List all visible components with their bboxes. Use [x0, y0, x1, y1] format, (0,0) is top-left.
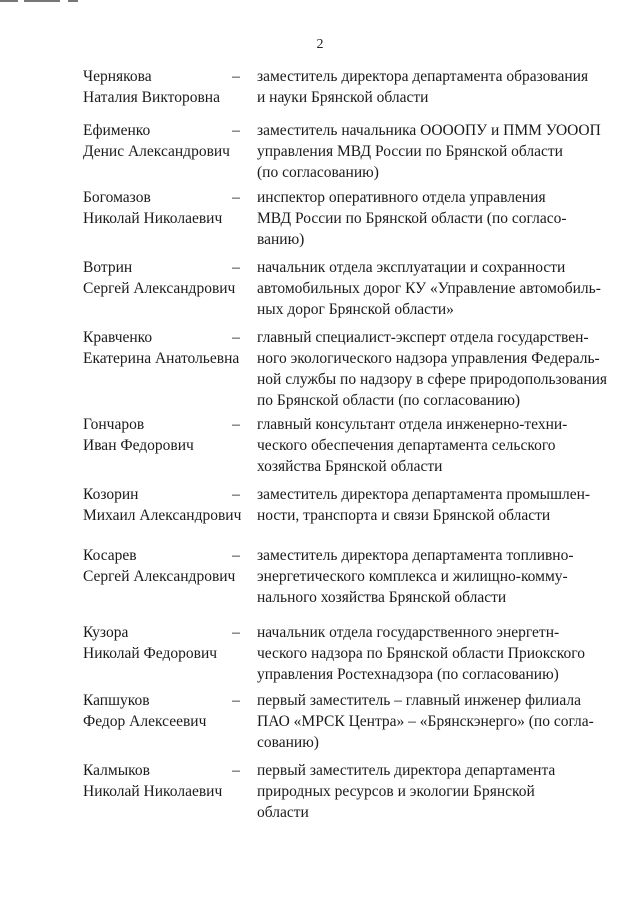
position-line: управления МВД России по Брянской области [257, 143, 563, 160]
member-given-names: Иван Федорович [83, 437, 194, 454]
position-line: автомобильных дорог КУ «Управление автомобиль- [257, 280, 601, 297]
separator-dash: – [232, 329, 240, 346]
member-position [257, 414, 607, 477]
member-surname: Капшуков [83, 692, 150, 709]
member-position [257, 622, 607, 685]
member-position [257, 690, 607, 753]
position-line: ных дорог Брянской области» [257, 301, 454, 318]
member-name [83, 760, 243, 802]
member-given-names: Николай Федорович [83, 645, 218, 662]
position-line: энергетического комплекса и жилищно-комму- [257, 568, 568, 585]
member-position [257, 66, 607, 108]
member-surname: Вотрин [83, 259, 133, 276]
member-name [83, 327, 243, 369]
position-line: МВД России по Брянской области (по согласо- [257, 210, 567, 227]
separator-dash: – [232, 547, 240, 564]
member-name [83, 414, 243, 456]
position-line: начальник отдела эксплуатации и сохранности [257, 259, 566, 276]
separator-dash: – [232, 762, 240, 779]
position-line: первый заместитель – главный инженер филиала [257, 692, 581, 709]
separator-dash: – [232, 624, 240, 641]
position-line: главный специалист-эксперт отдела государствен- [257, 329, 589, 346]
member-name [83, 257, 243, 299]
position-line: заместитель директора департамента образования [257, 68, 589, 85]
position-line: ного экологического надзора управления Федераль- [257, 350, 600, 367]
member-name [83, 66, 243, 108]
scan-edge-mark [0, 0, 90, 6]
member-position [257, 760, 607, 823]
member-position [257, 257, 607, 320]
member-given-names: Федор Алексеевич [83, 713, 207, 730]
member-given-names: Екатерина Анатольевна [83, 350, 240, 367]
position-line: сованию) [257, 734, 319, 751]
separator-dash: – [232, 259, 240, 276]
member-name [83, 187, 243, 229]
member-given-names: Наталия Викторовна [83, 89, 220, 106]
member-given-names: Сергей Александрович [83, 568, 236, 585]
position-line: и науки Брянской области [257, 89, 429, 106]
member-position [257, 120, 607, 183]
member-surname: Гончаров [83, 416, 145, 433]
separator-dash: – [232, 122, 240, 139]
position-line: заместитель директора департамента топливно- [257, 547, 574, 564]
position-line: главный консультант отдела инженерно-техни- [257, 416, 568, 433]
position-line: ванию) [257, 231, 305, 248]
member-surname: Козорин [83, 486, 139, 503]
position-line: ческого обеспечения департамента сельского [257, 437, 556, 454]
member-surname: Ефименко [83, 122, 151, 139]
member-given-names: Сергей Александрович [83, 280, 236, 297]
position-line: управления Ростехнадзора (по согласованию) [257, 666, 559, 683]
member-surname: Чернякова [83, 68, 152, 85]
position-line: нального хозяйства Брянской области [257, 589, 507, 606]
position-line: ПАО «МРСК Центра» – «Брянскэнерго» (по согла- [257, 713, 594, 730]
separator-dash: – [232, 486, 240, 503]
member-surname: Кузора [83, 624, 129, 641]
position-line: природных ресурсов и экологии Брянской [257, 783, 535, 800]
page-number: 2 [316, 37, 324, 52]
position-line: области [257, 804, 309, 821]
member-surname: Богомазов [83, 189, 151, 206]
separator-dash: – [232, 692, 240, 709]
member-surname: Калмыков [83, 762, 150, 779]
member-given-names: Денис Александрович [83, 143, 230, 160]
member-position [257, 545, 607, 608]
position-line: ческого надзора по Брянской области Приокского [257, 645, 586, 662]
member-name [83, 120, 243, 162]
member-position [257, 327, 607, 411]
member-name [83, 622, 243, 664]
position-line: ной службы по надзору в сфере природопользования [257, 371, 608, 388]
position-line: (по согласованию) [257, 164, 379, 181]
member-position [257, 187, 607, 250]
position-line: начальник отдела государственного энергетн- [257, 624, 560, 641]
member-given-names: Николай Николаевич [83, 210, 223, 227]
member-name [83, 690, 243, 732]
separator-dash: – [232, 189, 240, 206]
member-given-names: Николай Николаевич [83, 783, 223, 800]
separator-dash: – [232, 68, 240, 85]
position-line: по Брянской области (по согласованию) [257, 392, 521, 409]
position-line: заместитель начальника ОООOПУ и ПММ УОООП [257, 122, 601, 139]
member-name [83, 545, 243, 587]
position-line: инспектор оперативного отдела управления [257, 189, 546, 206]
member-position [257, 484, 607, 526]
position-line: первый заместитель директора департамента [257, 762, 556, 779]
member-surname: Косарев [83, 547, 137, 564]
position-line: хозяйства Брянской области [257, 458, 443, 475]
member-given-names: Михаил Александрович [83, 507, 242, 524]
position-line: ности, транспорта и связи Брянской области [257, 507, 551, 524]
position-line: заместитель директора департамента промышлен- [257, 486, 591, 503]
member-surname: Кравченко [83, 329, 153, 346]
separator-dash: – [232, 416, 240, 433]
member-name [83, 484, 243, 526]
